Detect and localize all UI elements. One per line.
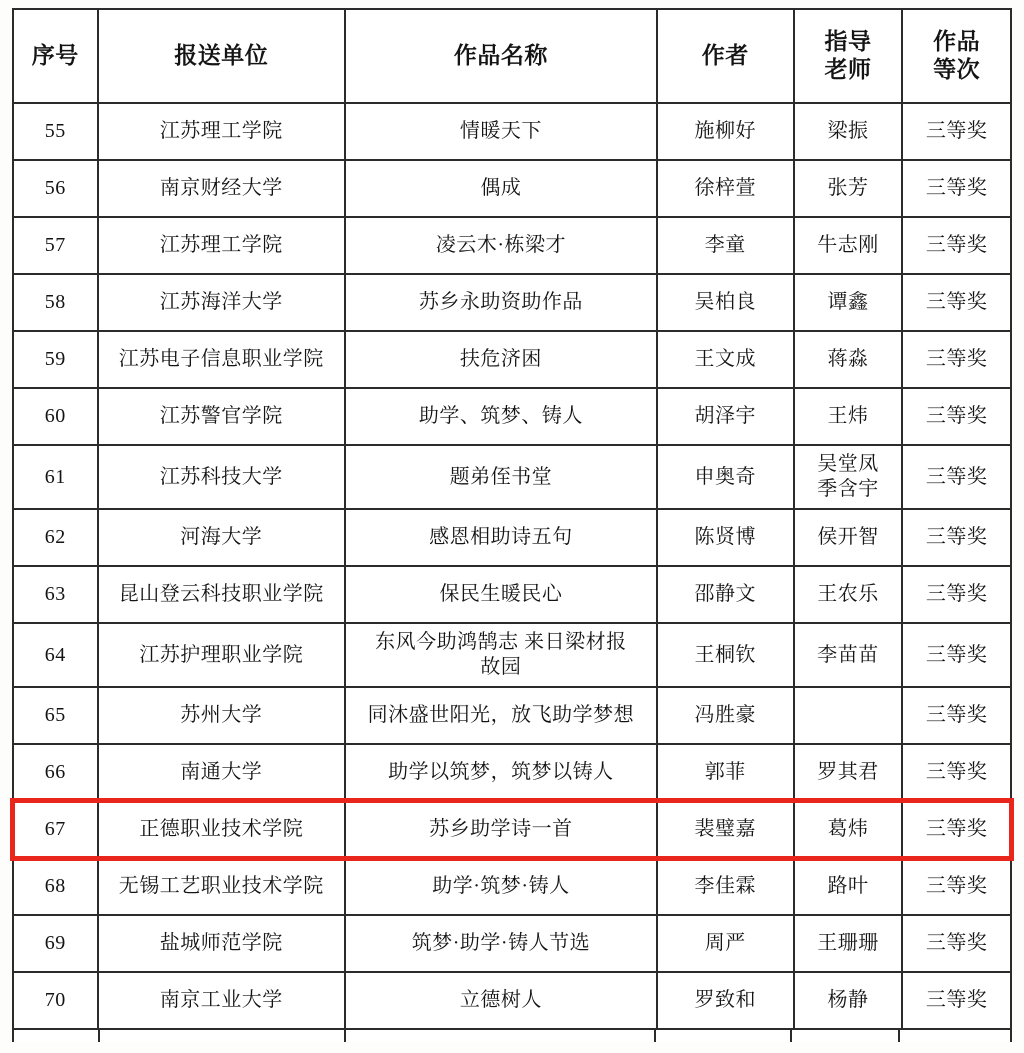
cell-seq: 68 xyxy=(13,858,98,915)
cell-title: 感恩相助诗五句 xyxy=(345,509,657,566)
cell-teacher: 路叶 xyxy=(794,858,903,915)
cell-title: 扶危济困 xyxy=(345,331,657,388)
cell-seq: 67 xyxy=(13,801,98,858)
cell-unit: 江苏警官学院 xyxy=(98,388,345,445)
cell-title: 立德树人 xyxy=(345,972,657,1029)
table-row xyxy=(13,274,1011,331)
cell-title: 助学、筑梦、铸人 xyxy=(345,388,657,445)
cell-title: 凌云木·栋梁才 xyxy=(345,217,657,274)
cell-seq: 63 xyxy=(13,566,98,623)
cell-teacher xyxy=(794,687,903,744)
cell-teacher: 王农乐 xyxy=(794,566,903,623)
cell-seq: 65 xyxy=(13,687,98,744)
table-header xyxy=(13,9,1011,103)
table-row xyxy=(13,623,1011,687)
cell-unit: 江苏理工学院 xyxy=(98,103,345,160)
cell-level: 三等奖 xyxy=(902,972,1011,1029)
cell-level: 三等奖 xyxy=(902,744,1011,801)
cell-title: 题弟侄书堂 xyxy=(345,445,657,509)
cell-level: 三等奖 xyxy=(902,388,1011,445)
cell-seq: 66 xyxy=(13,744,98,801)
cell-unit: 河海大学 xyxy=(98,509,345,566)
cell-title: 苏乡永助资助作品 xyxy=(345,274,657,331)
cell-level: 三等奖 xyxy=(902,915,1011,972)
cell-seq: 62 xyxy=(13,509,98,566)
cell-seq: 59 xyxy=(13,331,98,388)
cell-author: 冯胜豪 xyxy=(657,687,794,744)
cell-unit: 南通大学 xyxy=(98,744,345,801)
cell-unit: 江苏海洋大学 xyxy=(98,274,345,331)
cell-author: 徐梓萱 xyxy=(657,160,794,217)
cell-level: 三等奖 xyxy=(902,858,1011,915)
cell-title: 苏乡助学诗一首 xyxy=(345,801,657,858)
cell-unit: 江苏电子信息职业学院 xyxy=(98,331,345,388)
cell-seq: 58 xyxy=(13,274,98,331)
cell-teacher xyxy=(794,445,903,509)
cell-teacher: 牛志刚 xyxy=(794,217,903,274)
cell-level: 三等奖 xyxy=(902,623,1011,687)
award-table xyxy=(12,8,1012,1030)
cell-unit: 昆山登云科技职业学院 xyxy=(98,566,345,623)
cell-author: 郭菲 xyxy=(657,744,794,801)
cell-unit: 盐城师范学院 xyxy=(98,915,345,972)
table-body xyxy=(13,103,1011,1029)
cell-title: 情暖天下 xyxy=(345,103,657,160)
cell-author: 施柳好 xyxy=(657,103,794,160)
column-header-author: 作者 xyxy=(657,9,794,103)
cell-unit: 南京财经大学 xyxy=(98,160,345,217)
column-header-level-line1: 作品 xyxy=(933,28,981,54)
cell-teacher: 梁振 xyxy=(794,103,903,160)
table-row xyxy=(13,509,1011,566)
table-row xyxy=(13,687,1011,744)
cell-title: 助学以筑梦，筑梦以铸人 xyxy=(345,744,657,801)
cell-author: 裴璧嘉 xyxy=(657,801,794,858)
cell-seq: 55 xyxy=(13,103,98,160)
column-header-unit: 报送单位 xyxy=(98,9,345,103)
cell-level: 三等奖 xyxy=(902,331,1011,388)
cell-teacher: 蒋淼 xyxy=(794,331,903,388)
cell-title: 助学·筑梦·铸人 xyxy=(345,858,657,915)
table-bottom-partial-row xyxy=(12,1030,1012,1042)
cell-title: 偶成 xyxy=(345,160,657,217)
cell-author: 吴柏良 xyxy=(657,274,794,331)
cell-teacher: 罗其君 xyxy=(794,744,903,801)
cell-teacher-line1: 吴堂凤 xyxy=(817,453,879,475)
cell-teacher: 侯开智 xyxy=(794,509,903,566)
table-row xyxy=(13,160,1011,217)
cell-teacher: 谭鑫 xyxy=(794,274,903,331)
cell-level: 三等奖 xyxy=(902,801,1011,858)
cell-unit: 南京工业大学 xyxy=(98,972,345,1029)
table-row xyxy=(13,915,1011,972)
cell-title: 保民生暖民心 xyxy=(345,566,657,623)
cell-teacher-line2: 季含宇 xyxy=(817,478,879,500)
cell-teacher: 葛炜 xyxy=(794,801,903,858)
cell-author: 胡泽宇 xyxy=(657,388,794,445)
column-header-seq: 序号 xyxy=(13,9,98,103)
cell-level: 三等奖 xyxy=(902,566,1011,623)
cell-author: 李童 xyxy=(657,217,794,274)
cell-teacher: 王炜 xyxy=(794,388,903,445)
table-row xyxy=(13,388,1011,445)
cell-author: 王文成 xyxy=(657,331,794,388)
cell-author: 邵静文 xyxy=(657,566,794,623)
table-header-row xyxy=(13,9,1011,103)
cell-level: 三等奖 xyxy=(902,274,1011,331)
table-row xyxy=(13,566,1011,623)
table-row-highlighted xyxy=(13,801,1011,858)
cell-level: 三等奖 xyxy=(902,217,1011,274)
column-header-title: 作品名称 xyxy=(345,9,657,103)
cell-unit: 苏州大学 xyxy=(98,687,345,744)
cell-seq: 56 xyxy=(13,160,98,217)
cell-title xyxy=(345,623,657,687)
cell-author: 王桐钦 xyxy=(657,623,794,687)
table-row xyxy=(13,858,1011,915)
table-row xyxy=(13,217,1011,274)
cell-unit: 江苏科技大学 xyxy=(98,445,345,509)
cell-seq: 57 xyxy=(13,217,98,274)
table-row xyxy=(13,972,1011,1029)
cell-author: 罗致和 xyxy=(657,972,794,1029)
cell-seq: 69 xyxy=(13,915,98,972)
cell-title-line1: 东风今助鸿鹄志 来日梁材报 xyxy=(375,631,627,653)
cell-seq: 70 xyxy=(13,972,98,1029)
table-row xyxy=(13,103,1011,160)
table-row xyxy=(13,445,1011,509)
cell-teacher: 张芳 xyxy=(794,160,903,217)
cell-level: 三等奖 xyxy=(902,103,1011,160)
cell-title-line2: 故园 xyxy=(480,656,522,678)
column-header-teacher-line2: 老师 xyxy=(824,57,872,82)
cell-teacher: 杨静 xyxy=(794,972,903,1029)
award-table-container xyxy=(12,8,1012,1030)
cell-level: 三等奖 xyxy=(902,509,1011,566)
cell-title: 筑梦·助学·铸人节选 xyxy=(345,915,657,972)
cell-unit: 江苏理工学院 xyxy=(98,217,345,274)
table-row xyxy=(13,744,1011,801)
cell-author: 申奥奇 xyxy=(657,445,794,509)
cell-unit: 无锡工艺职业技术学院 xyxy=(98,858,345,915)
cell-author: 周严 xyxy=(657,915,794,972)
column-header-level xyxy=(902,9,1011,103)
table-row xyxy=(13,331,1011,388)
cell-unit: 江苏护理职业学院 xyxy=(98,623,345,687)
cell-unit: 正德职业技术学院 xyxy=(98,801,345,858)
cell-teacher: 王珊珊 xyxy=(794,915,903,972)
column-header-teacher xyxy=(794,9,903,103)
cell-author: 李佳霖 xyxy=(657,858,794,915)
cell-seq: 61 xyxy=(13,445,98,509)
cell-author: 陈贤博 xyxy=(657,509,794,566)
column-header-teacher-line1: 指导 xyxy=(824,28,872,54)
cell-seq: 60 xyxy=(13,388,98,445)
cell-teacher: 李苗苗 xyxy=(794,623,903,687)
cell-level: 三等奖 xyxy=(902,160,1011,217)
cell-seq: 64 xyxy=(13,623,98,687)
cell-level: 三等奖 xyxy=(902,687,1011,744)
cell-title: 同沐盛世阳光，放飞助学梦想 xyxy=(345,687,657,744)
cell-level: 三等奖 xyxy=(902,445,1011,509)
column-header-level-line2: 等次 xyxy=(933,57,981,82)
